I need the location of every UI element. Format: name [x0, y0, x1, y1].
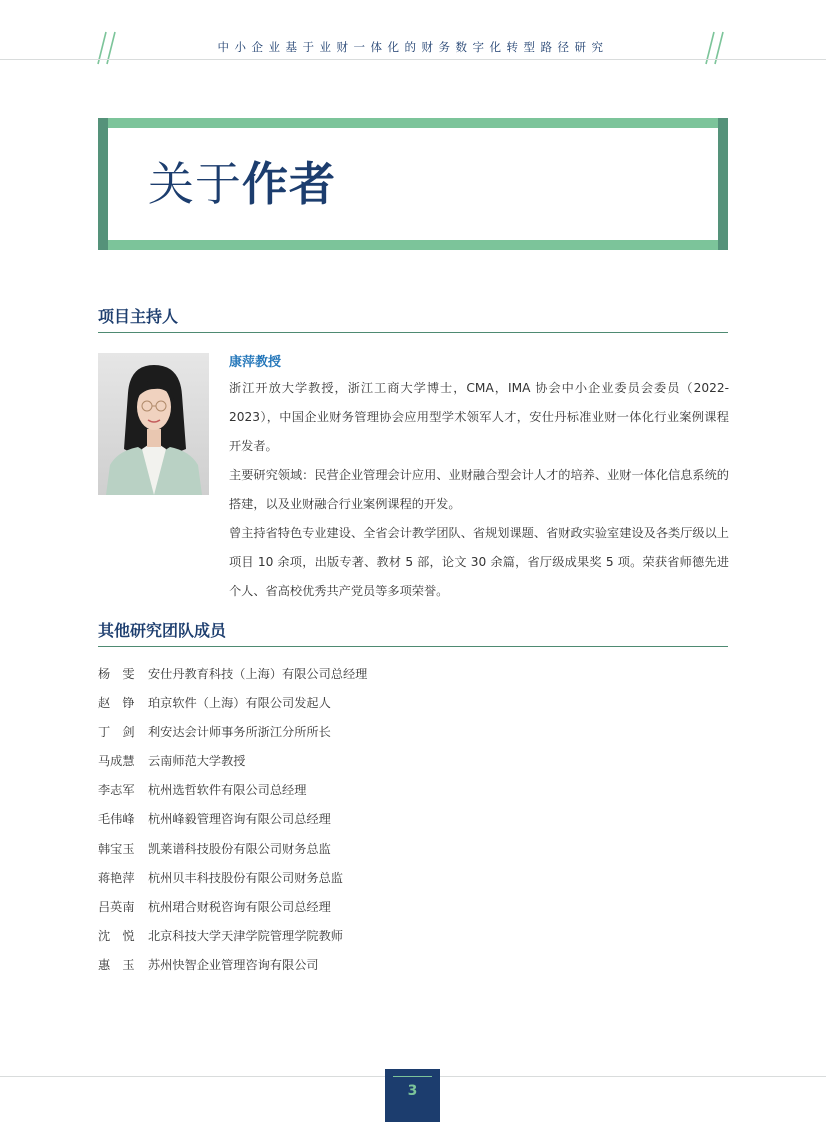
member-name: 韩宝玉 — [98, 841, 135, 856]
member-name: 杨 雯 — [98, 667, 135, 681]
member-role: 苏州快智企业管理咨询有限公司 — [148, 957, 319, 972]
member-name: 李志军 — [98, 783, 135, 798]
running-header-title: 中小企业基于业财一体化的财务数字化转型路径研究 — [217, 40, 609, 54]
leader-portrait-photo — [98, 353, 209, 495]
member-name: 蒋艳萍 — [98, 870, 135, 885]
member-name: 沈 悦 — [98, 928, 135, 943]
chapter-title-light: 关于 — [148, 157, 242, 211]
page-number: 3 — [407, 1083, 418, 1099]
page-number-tab — [385, 1069, 440, 1122]
member-role: 珀京软件（上海）有限公司发起人 — [148, 696, 331, 711]
team-member — [98, 893, 728, 922]
title-box-right-bar — [718, 118, 728, 250]
team-member — [98, 689, 728, 718]
member-name: 丁 剑 — [98, 725, 135, 740]
header-slash-decoration-right — [705, 30, 727, 66]
team-member — [98, 805, 728, 834]
member-role: 利安达会计师事务所浙江分所所长 — [148, 725, 331, 740]
title-box-bottom-bar — [98, 240, 728, 250]
member-name: 惠 玉 — [98, 957, 135, 972]
team-member — [98, 718, 728, 747]
member-role: 杭州珺合财税咨询有限公司总经理 — [148, 899, 331, 914]
leader-bio-paragraph: 主要研究领域：民营企业管理会计应用、业财融合型会计人才的培养、业财一体化信息系统的搭建，以及业财融合行业案例课程的开发。 — [229, 468, 729, 511]
header-divider — [0, 59, 826, 60]
leader-name: 康萍教授 — [229, 355, 282, 370]
team-member — [98, 951, 728, 980]
member-name: 赵 铮 — [98, 696, 135, 711]
member-role: 云南师范大学教授 — [148, 754, 246, 769]
member-role: 杭州贝丰科技股份有限公司财务总监 — [148, 870, 343, 885]
team-member — [98, 864, 728, 893]
leader-section-divider — [98, 332, 728, 333]
title-box-left-bar — [98, 118, 108, 250]
title-box-top-bar — [98, 118, 728, 128]
member-role: 北京科技大学天津学院管理学院教师 — [148, 928, 343, 943]
team-section-divider — [98, 646, 728, 647]
team-member — [98, 660, 728, 689]
leader-bio-paragraph: 曾主持省特色专业建设、全省会计教学团队、省规划课题、省财政实验室建设及各类厅级以上项目 10 余项，出版专著、教材 5 部，论文 30 余篇，省厅级成果奖 5 项。荣获省师德先进个人、省高校优秀共产党员等多项荣誉。 — [229, 526, 729, 598]
chapter-title-bold: 作者 — [242, 157, 336, 211]
portrait-illustration — [98, 353, 209, 495]
leader-section-title: 项目主持人 — [98, 307, 179, 326]
leader-bio-paragraph: 浙江开放大学教授，浙江工商大学博士，CMA，IMA 协会中小企业委员会委员（2022-2023），中国企业财务管理协会应用型学术领军人才，安仕丹标准业财一体化行业案例课程开发者。 — [229, 381, 729, 453]
member-name: 吕英南 — [98, 899, 135, 914]
member-role: 安仕丹教育科技（上海）有限公司总经理 — [148, 667, 368, 681]
member-role: 杭州峰毅管理咨询有限公司总经理 — [148, 812, 331, 827]
chapter-title — [148, 152, 336, 216]
page-tab-accent-line — [393, 1076, 432, 1077]
team-member — [98, 835, 728, 864]
member-name: 马成慧 — [98, 754, 135, 769]
leader-bio — [229, 374, 729, 606]
team-member-list — [98, 660, 728, 980]
member-name: 毛伟峰 — [98, 812, 135, 827]
member-role: 凯莱谱科技股份有限公司财务总监 — [148, 841, 331, 856]
member-role: 杭州选哲软件有限公司总经理 — [148, 783, 307, 798]
team-member — [98, 747, 728, 776]
team-member — [98, 776, 728, 805]
team-member — [98, 922, 728, 951]
chapter-title-box — [98, 118, 728, 250]
team-section-title: 其他研究团队成员 — [98, 621, 227, 640]
